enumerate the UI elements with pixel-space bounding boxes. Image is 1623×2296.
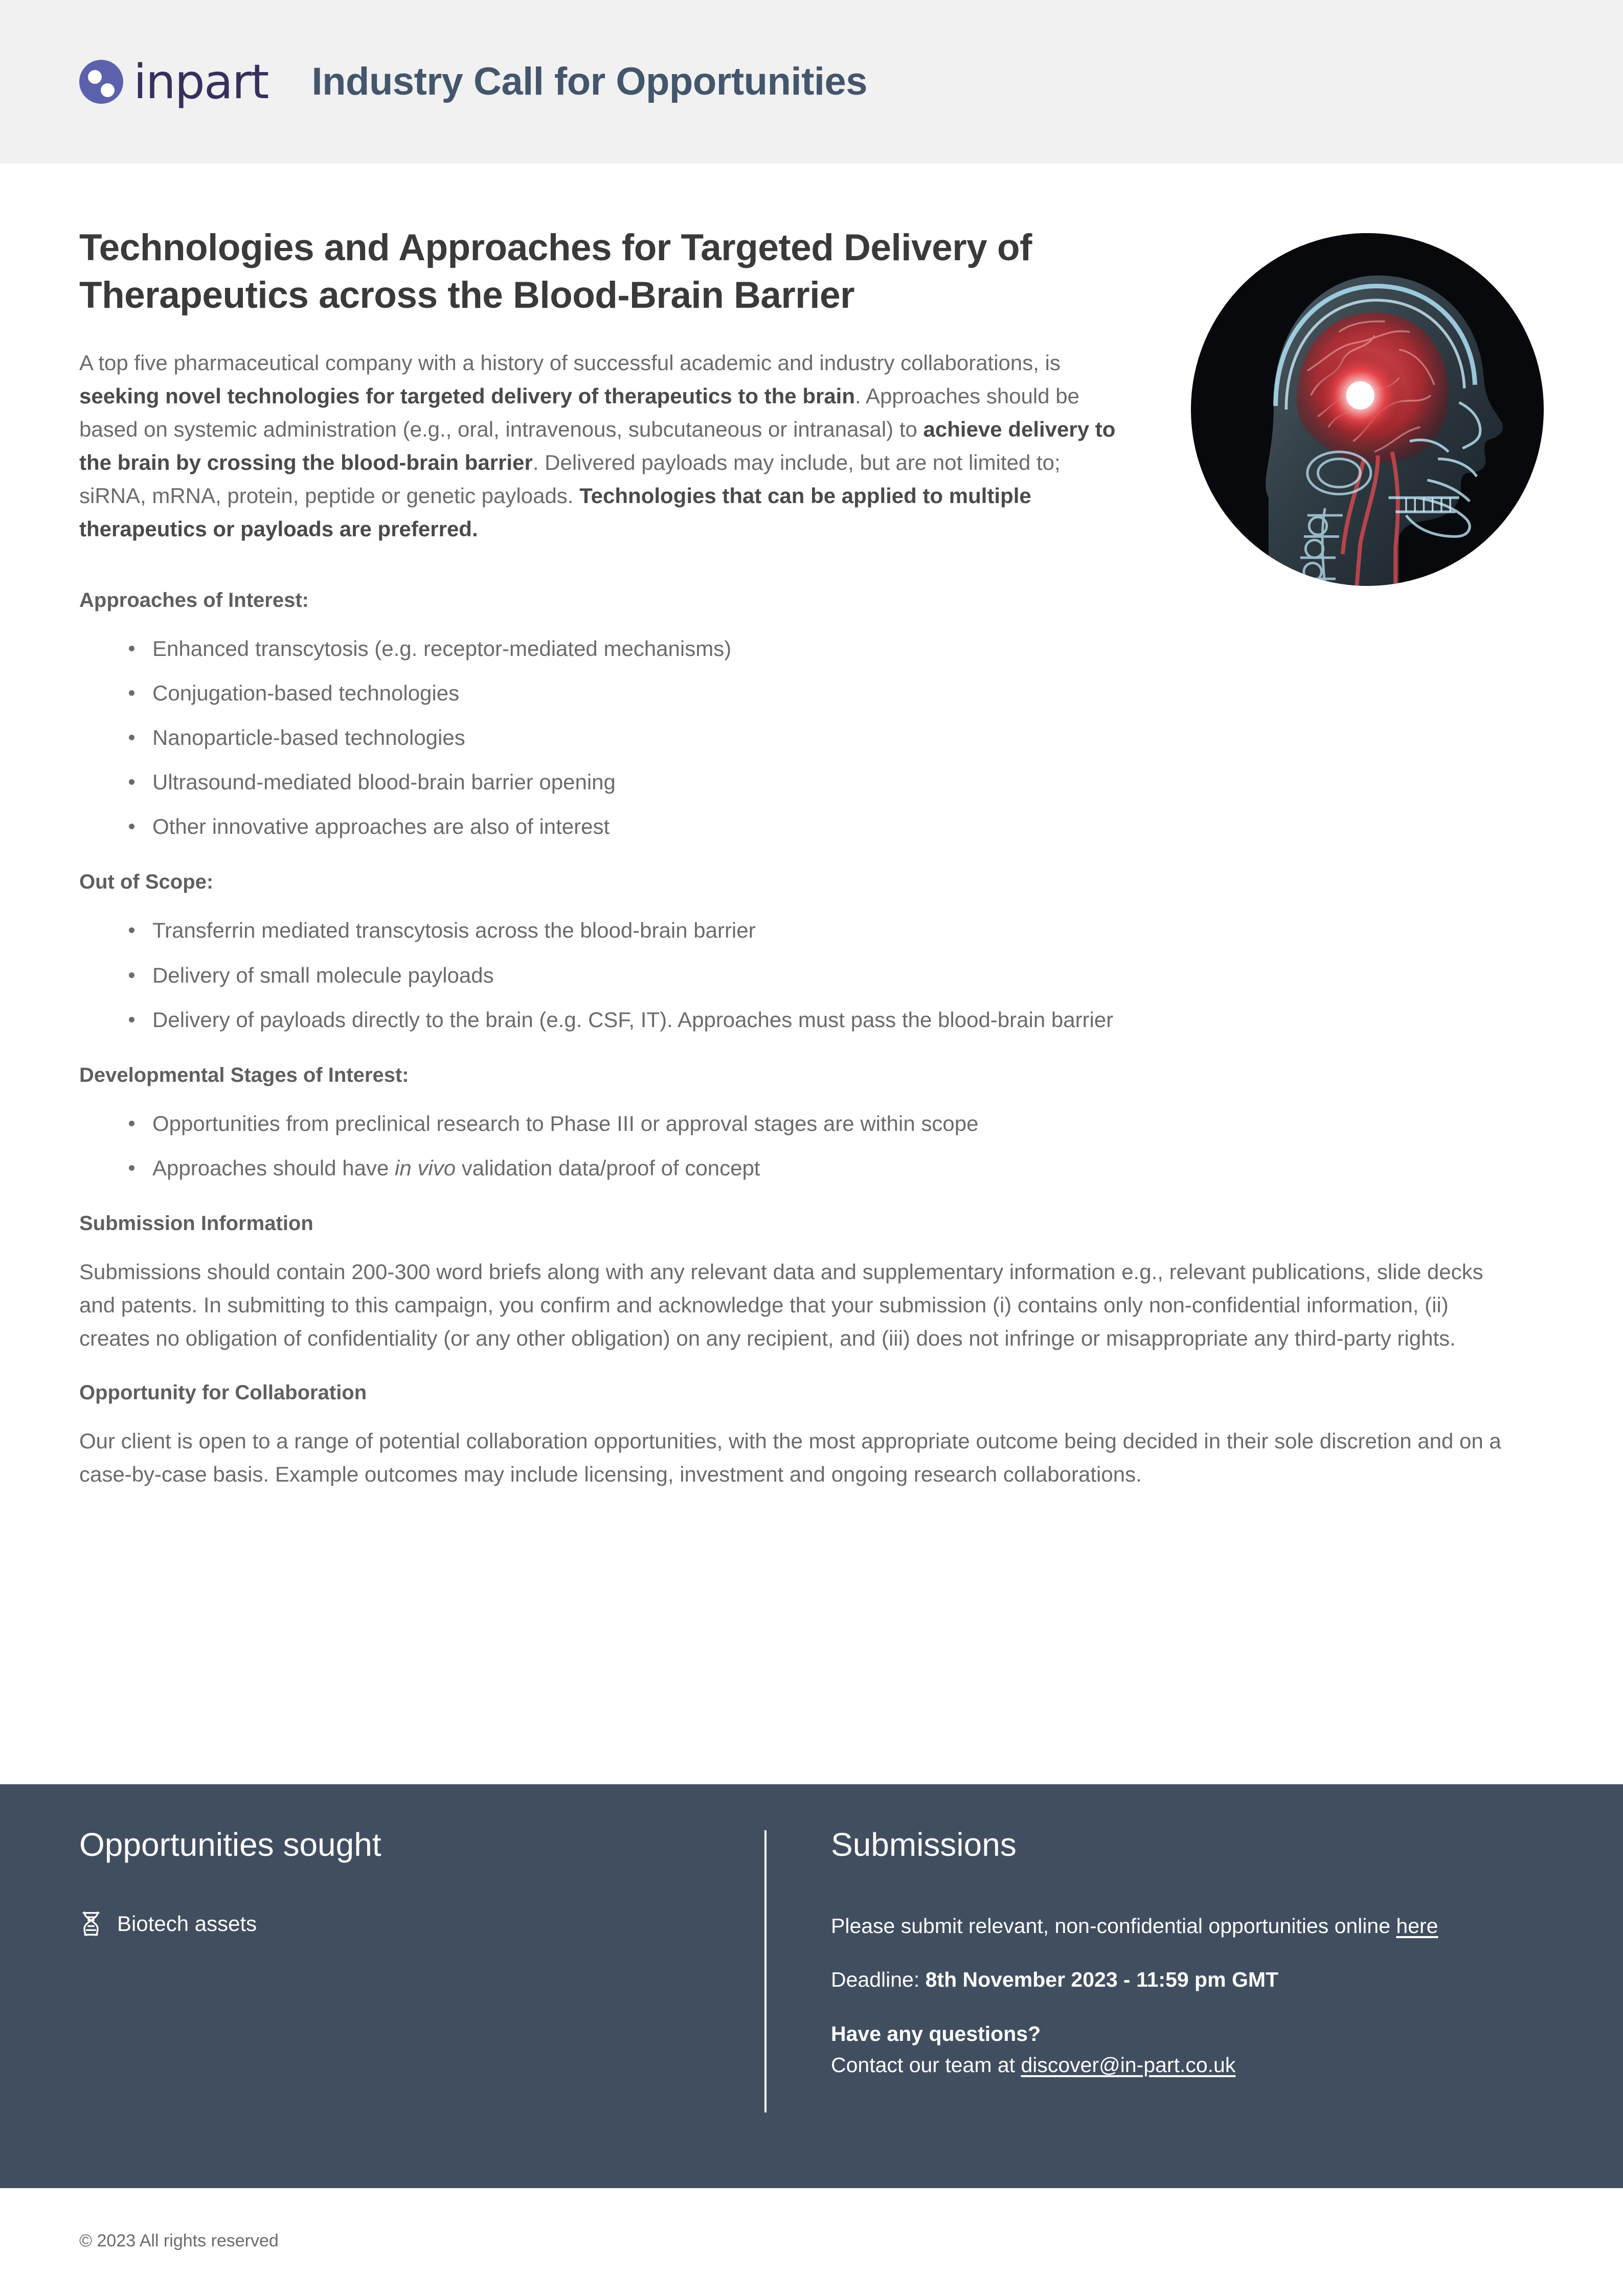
opportunity-type-item (79, 1911, 734, 1937)
intro-bold-1: seeking novel technologies for targeted delivery of therapeutics to the brain (79, 383, 855, 408)
logo-wordmark: inpart (133, 54, 268, 109)
stages-item-2-italic: in vivo (395, 1155, 456, 1180)
page-header (0, 0, 1623, 164)
logo-dot-lower (101, 83, 115, 97)
developmental-stages-list (79, 1107, 1544, 1185)
opportunity-collaboration-heading: Opportunity for Collaboration (79, 1381, 367, 1404)
deadline-line (831, 1964, 1475, 1996)
list-item: Other innovative approaches are also of interest (152, 810, 1544, 843)
submission-information-body: Submissions should contain 200-300 word briefs along with any relevant data and supplementary information e.g., relevant publications, slide decks and patents. In submitting to this campaign, you confirm and acknowledge that your submission (i) contains only non-confidential information, (ii) creates no obligation of confidentiality (or any other obligation) on any recipient, and (iii) does not infringe or misappropriate any third-party rights. (79, 1259, 1483, 1351)
list-item: Delivery of small molecule payloads (152, 959, 1544, 992)
intro-bold-3: Technologies that can be applied to multiple therapeutics or payloads are preferred. (79, 484, 1031, 541)
submissions-instruction-text: Please submit relevant, non-confidential opportunities online (831, 1914, 1396, 1938)
content-spacer (79, 1514, 1544, 1615)
copyright-bar (0, 2188, 1623, 2296)
intro-part-2: . Approaches should be based on systemic administration (e.g., oral, intravenous, subcutaneous or intranasal) to (79, 383, 1080, 442)
stages-item-2-pre: Approaches should have (152, 1155, 395, 1180)
opportunities-sought-column (79, 1825, 764, 2132)
copyright-text: © 2023 All rights reserved (79, 2231, 279, 2250)
opportunity-collaboration-body: Our client is open to a range of potential collaboration opportunities, with the most appropriate outcome being decided in their sole discretion and on a case-by-case basis. Example outcomes may include licensing, investment and ongoing research collaborations. (79, 1429, 1501, 1487)
list-item (152, 1151, 1544, 1185)
list-item: Transferrin mediated transcytosis across the blood-brain barrier (152, 914, 1544, 947)
submissions-column (767, 1825, 1544, 2132)
submissions-heading: Submissions (831, 1826, 1017, 1863)
brain-xray-image (1191, 233, 1544, 586)
inpart-circle-logo-icon (79, 60, 123, 104)
hero-block (79, 224, 1544, 586)
page-footer (0, 1784, 1623, 2188)
list-item: Conjugation-based technologies (152, 676, 1544, 710)
developmental-stages-heading: Developmental Stages of Interest: (79, 1063, 409, 1086)
questions-heading: Have any questions? (831, 2021, 1041, 2045)
submission-information-heading: Submission Information (79, 1212, 313, 1235)
opportunity-type-label: Biotech assets (117, 1911, 257, 1936)
hero-text (79, 224, 1160, 569)
approaches-list (79, 632, 1544, 843)
intro-bold-2: achieve delivery to the brain by crossing the blood-brain barrier (79, 417, 1116, 475)
submissions-instruction (831, 1911, 1475, 1942)
dna-helix-icon (79, 1911, 103, 1937)
deadline-label: Deadline: (831, 1968, 926, 1992)
logo-dot-upper (88, 70, 102, 84)
opportunity-title: Technologies and Approaches for Targeted Delivery of Therapeutics across the Blood-Brain Barrier (79, 227, 1032, 316)
contact-label: Contact our team at (831, 2053, 1021, 2077)
list-item: Nanoparticle-based technologies (152, 721, 1544, 754)
contact-block (831, 2018, 1475, 2081)
intro-part-1: A top five pharmaceutical company with a history of successful academic and industry collaborations, is (79, 350, 1061, 375)
approaches-heading: Approaches of Interest: (79, 589, 309, 611)
intro-paragraph (79, 346, 1117, 546)
list-item: Ultrasound-mediated blood-brain barrier opening (152, 765, 1544, 799)
list-item: Delivery of payloads directly to the brain (e.g. CSF, IT). Approaches must pass the blood-brain barrier (152, 1003, 1544, 1036)
brain-xray-illustration-icon (1191, 233, 1544, 586)
main-content (0, 164, 1623, 1784)
list-item: Opportunities from preclinical research to Phase III or approval stages are within scope (152, 1107, 1544, 1140)
submit-online-here-link[interactable]: here (1396, 1914, 1438, 1938)
out-of-scope-list (79, 914, 1544, 1036)
inpart-logo[interactable] (79, 54, 268, 109)
opportunities-sought-heading: Opportunities sought (79, 1826, 381, 1863)
page-title: Industry Call for Opportunities (311, 60, 868, 104)
out-of-scope-heading: Out of Scope: (79, 871, 214, 894)
list-item: Enhanced transcytosis (e.g. receptor-mediated mechanisms) (152, 632, 1544, 665)
contact-email-link[interactable]: discover@in-part.co.uk (1021, 2053, 1236, 2077)
stages-item-2-post: validation data/proof of concept (456, 1155, 760, 1180)
deadline-value: 8th November 2023 - 11:59 pm GMT (925, 1968, 1279, 1992)
intro-part-3: . Delivered payloads may include, but are not limited to; siRNA, mRNA, protein, peptide or genetic payloads. (79, 450, 1061, 508)
